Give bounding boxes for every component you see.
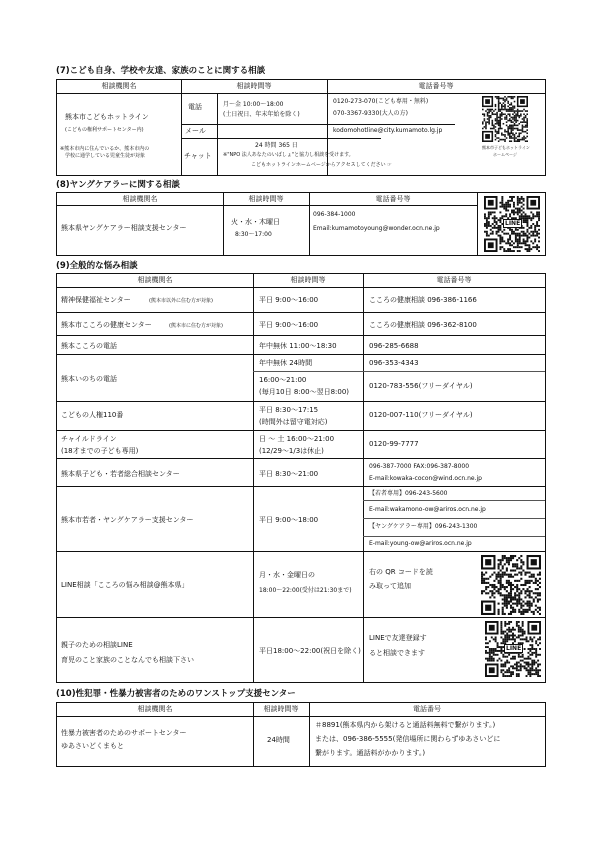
s7-org-note-1: ※熊本市内に住んでいるか、熊本市内の xyxy=(60,146,150,152)
s9-header-org: 相談機関名 xyxy=(137,276,173,284)
s9-row9-time-2: 18:00～22:00(受付は21:30まで) xyxy=(259,587,352,594)
s9-row10-org-2: 育児のこと家族のことなんでも相談下さい xyxy=(61,656,194,664)
s7-method-phone: 電話 xyxy=(188,103,202,111)
s8-header-tel: 電話番号等 xyxy=(375,195,411,203)
s9-row9-tel-2: み取って追加 xyxy=(369,582,411,590)
s9-row4-time-b1: 16:00～21:00 xyxy=(259,376,307,384)
s9-row1-tel: こころの健康相談 096-386-1166 xyxy=(369,296,477,304)
s9-row4-tel-b: 0120-783-556(フリーダイヤル) xyxy=(369,382,473,390)
s7-org-note-2: 学校に通学している児童生徒が対象 xyxy=(65,153,146,159)
s9-row1-time: 平日 9:00～16:00 xyxy=(259,296,319,304)
s10-header-time: 相談時間等 xyxy=(263,705,299,713)
s9-row8-tel-3: 【ヤングケアラー専用】096-243-1300 xyxy=(369,523,478,530)
s10-org-1: 性暴力被害者のためのサポートセンター xyxy=(61,729,187,737)
s7-chat-3: こどもホットラインホームページからアクセスしてください ☞ xyxy=(251,162,392,168)
s8-mail: Email:kumamotoyoung@wonder.ocn.ne.jp xyxy=(313,225,440,232)
s9-line-qr-code[interactable] xyxy=(481,555,541,615)
s10-org-2: ゆあさいどくまもと xyxy=(61,742,124,750)
s10-header-tel: 電話番号 xyxy=(413,705,441,713)
s7-org-name: 熊本市こどもホットライン xyxy=(65,113,149,121)
s9-row9-time-1: 月・水・金曜日の xyxy=(259,571,315,579)
s9-row6-time-2: (12/29～1/3は休止) xyxy=(259,447,324,455)
s9-row10-time: 平日18:00～22:00(祝日を除く) xyxy=(259,647,361,655)
s9-row6-org-2: (18才までの子ども専用) xyxy=(61,447,139,455)
s8-org-name: 熊本県ヤングケアラー相談支援センター xyxy=(61,224,187,232)
s7-tel-1: 0120-273-070(こども専用・無料) xyxy=(333,98,429,105)
s8-header-org: 相談機関名 xyxy=(122,195,158,203)
section-10-title: (10)性犯罪・性暴力被害者のためのワンストップ支援センター xyxy=(56,689,296,699)
s8-header-time: 相談時間等 xyxy=(248,195,284,203)
s10-time: 24時間 xyxy=(267,736,290,744)
s7-phone-time-1: 月～金 10:00～18:00 xyxy=(223,101,284,108)
s9-row10-tel-1: LINEで友達登録す xyxy=(369,634,427,642)
s9-row1-org: 精神保健福祉センター xyxy=(61,296,131,304)
s8-line-badge: LINE xyxy=(505,220,521,227)
s10-tel-2: または、096-386-5555(発信場所に関わらずゆあさいどに xyxy=(315,735,501,743)
s9-row3-time: 年中無休 11:00～18:30 xyxy=(259,342,337,350)
s9-row7-time: 平日 8:30～21:00 xyxy=(259,470,319,478)
s10-tel-1: ＃8891(熊本県内から架けると通話料無料で繋がります。) xyxy=(315,721,496,729)
s9-row4-time-b2: (毎月10日 8:00～翌日8:00) xyxy=(259,388,350,396)
s10-header-org: 相談機関名 xyxy=(137,705,173,713)
s7-chat-2: ※"NPO 法人あなたのいばしょ"と協力し相談を受けます。 xyxy=(223,152,354,158)
s9-line-badge: LINE xyxy=(506,645,522,652)
section-10-table xyxy=(56,702,546,767)
s9-row5-tel: 0120-007-110(フリーダイヤル) xyxy=(369,411,473,419)
s7-mail: kodomohotline@city.kumamoto.lg.jp xyxy=(333,127,443,134)
s9-row3-org: 熊本こころの電話 xyxy=(61,342,117,350)
s9-row6-org-1: チャイルドライン xyxy=(61,435,117,443)
s9-row2-tel: こころの健康相談 096-362-8100 xyxy=(369,321,477,329)
s7-method-mail: メール xyxy=(185,127,206,135)
s7-tel-2: 070-3367-9330(大人の方) xyxy=(333,110,409,117)
s9-row3-tel: 096-285-6688 xyxy=(369,342,419,350)
s7-qr-caption-2: ホームページ xyxy=(493,152,517,157)
s7-org-sub: (こどもの権利サポートセンター内) xyxy=(65,127,144,133)
s9-row6-tel: 0120-99-7777 xyxy=(369,440,419,448)
s7-phone-time-2: (土日祝日、年末年始を除く) xyxy=(223,111,300,118)
s7-qr-caption-1: 熊本市子どもホットライン xyxy=(482,145,530,150)
s9-row4-time-a: 年中無休 24時間 xyxy=(259,359,313,367)
s9-row8-time: 平日 9:00～18:00 xyxy=(259,516,319,524)
s7-header-org: 相談機関名 xyxy=(101,82,137,90)
s7-header-tel: 電話番号等 xyxy=(418,82,454,90)
s9-row5-org: こどもの人権110番 xyxy=(61,411,124,419)
s9-row6-time-1: 日 ～ 土 16:00～21:00 xyxy=(259,435,335,443)
s9-row1-org-sub: (熊本市以外に住む方が対象) xyxy=(149,298,213,304)
s9-row7-tel-2: E-mail:kowaka-cocon@wind.ocn.ne.jp xyxy=(369,475,482,482)
section-7-title: (7)こども自身、学校や友達、家族のことに関する相談 xyxy=(56,66,266,76)
s9-row8-org: 熊本市若者・ヤングケアラー支援センター xyxy=(61,516,194,524)
s9-row5-time-1: 平日 8:30～17:15 xyxy=(259,406,319,414)
section-7-table xyxy=(56,79,546,176)
s9-row5-time-2: (時間外は留守電対応) xyxy=(259,418,328,426)
s9-row2-org-sub: (熊本市に住む方が対象) xyxy=(169,323,223,329)
s8-time-2: 8:30～17:00 xyxy=(235,231,272,238)
s9-row9-tel-1: 右の QR コードを読 xyxy=(369,568,433,576)
s9-row10-org-1: 親子のための相談LINE xyxy=(61,641,133,649)
s9-row4-org: 熊本いのちの電話 xyxy=(61,375,117,383)
s8-tel: 096-384-1000 xyxy=(313,211,356,218)
section-9-table xyxy=(56,273,546,683)
s7-qr-code[interactable] xyxy=(482,96,528,142)
s9-row8-tel-2: E-mail:wakamono-ow@ariros.ocn.ne.jp xyxy=(369,506,486,513)
s9-header-tel: 電話番号等 xyxy=(436,276,472,284)
s9-row7-org: 熊本県子ども・若者総合相談センター xyxy=(61,470,180,478)
s9-row2-time: 平日 9:00～16:00 xyxy=(259,321,319,329)
s9-row7-tel-1: 096-387-7000 FAX:096-387-8000 xyxy=(369,463,470,470)
s9-row8-tel-1: 【若者専用】096-243-5600 xyxy=(369,490,448,497)
s9-row8-tel-4: E-mail:young-ow@ariros.ocn.ne.jp xyxy=(369,540,472,547)
s7-method-chat: チャット xyxy=(184,152,212,160)
s10-tel-3: 繋がります。通話料がかかります。) xyxy=(315,749,426,757)
s7-chat-1: 24 時間 365 日 xyxy=(255,142,298,149)
s9-row2-org: 熊本市こころの健康センター xyxy=(61,321,152,329)
section-8-table xyxy=(56,192,546,256)
section-8-title: (8)ヤングケアラーに関する相談 xyxy=(56,180,180,190)
s8-time-1: 火・水・木曜日 xyxy=(231,218,280,226)
s7-header-time: 相談時間等 xyxy=(236,82,272,90)
s9-row4-tel-a: 096-353-4343 xyxy=(369,359,419,367)
qr-code-icon xyxy=(481,555,541,615)
section-9-title: (9)全般的な悩み相談 xyxy=(56,261,138,271)
qr-code-icon xyxy=(482,96,528,142)
s9-row10-tel-2: ると相談できます xyxy=(369,649,425,657)
s9-row9-org: LINE相談「こころの悩み相談@熊本県」 xyxy=(61,581,189,589)
s9-header-time: 相談時間等 xyxy=(290,276,326,284)
